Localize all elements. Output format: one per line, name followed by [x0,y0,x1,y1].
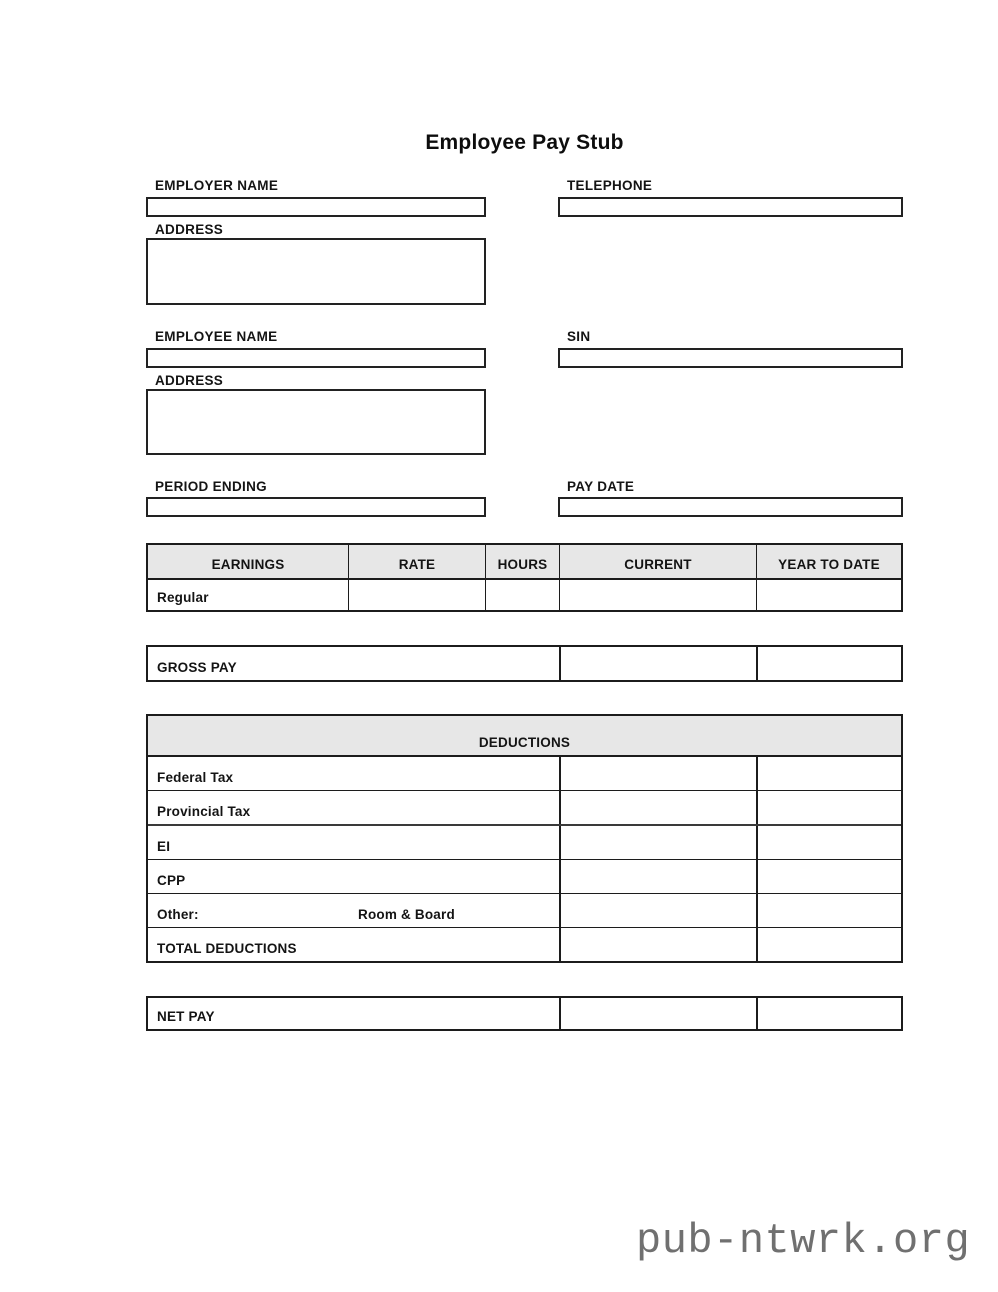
deductions-table [146,714,903,963]
deduction-row-total [148,927,901,961]
earnings-rate-cell[interactable] [348,580,485,610]
deduction-ytd-cell[interactable] [756,894,901,927]
period-ending-label: PERIOD ENDING [155,479,267,494]
deduction-label: EI [157,839,171,854]
deduction-row-federal-tax [148,756,901,790]
page-title: Employee Pay Stub [425,131,624,154]
gross-pay-row [148,647,901,680]
net-pay-row [148,998,901,1029]
deduction-current-cell[interactable] [559,894,756,927]
earnings-header-earnings: EARNINGS [211,557,285,572]
employer-name-input[interactable] [146,197,486,217]
employee-address-input[interactable] [146,389,486,455]
earnings-table [146,543,903,612]
pay-date-input[interactable] [558,497,903,517]
earnings-row-label: Regular [157,590,209,605]
earnings-row-regular [148,580,901,610]
deductions-header: DEDUCTIONS [148,716,901,756]
telephone-label: TELEPHONE [567,178,653,193]
employer-address-input[interactable] [146,238,486,305]
gross-pay-ytd-cell[interactable] [756,647,901,680]
sin-input[interactable] [558,348,903,368]
deduction-ytd-cell[interactable] [756,860,901,893]
deduction-current-cell[interactable] [559,860,756,893]
earnings-ytd-cell[interactable] [756,580,901,610]
net-pay-table [146,996,903,1031]
net-pay-label: NET PAY [157,1009,215,1024]
deduction-ytd-cell[interactable] [756,791,901,824]
deduction-ytd-cell[interactable] [756,826,901,859]
deduction-row-ei [148,824,901,859]
earnings-header-hours: HOURS [485,545,559,578]
earnings-header-year-to-date: YEAR TO DATE [756,545,901,578]
employer-address-label: ADDRESS [155,222,224,237]
other-sublabel: Room & Board [358,907,455,922]
deduction-row-cpp [148,859,901,893]
watermark-text: pub-ntwrk.org [636,1217,971,1265]
other-label: Other: [157,907,199,922]
deduction-label: Provincial Tax [157,804,251,819]
employee-address-label: ADDRESS [155,373,224,388]
employee-name-label: EMPLOYEE NAME [155,329,278,344]
deduction-row-other [148,893,901,927]
pay-date-label: PAY DATE [567,479,635,494]
employer-name-label: EMPLOYER NAME [155,178,279,193]
net-pay-current-cell[interactable] [559,998,756,1029]
telephone-input[interactable] [558,197,903,217]
deduction-label-other [148,894,559,927]
earnings-current-cell[interactable] [559,580,756,610]
gross-pay-label: GROSS PAY [157,660,237,675]
deduction-row-provincial-tax [148,790,901,824]
gross-pay-current-cell[interactable] [559,647,756,680]
deduction-current-cell[interactable] [559,791,756,824]
total-deductions-ytd-cell[interactable] [756,928,901,961]
gross-pay-table [146,645,903,682]
sin-label: SIN [567,329,591,344]
deduction-label: CPP [157,873,186,888]
net-pay-ytd-cell[interactable] [756,998,901,1029]
deduction-current-cell[interactable] [559,826,756,859]
total-deductions-current-cell[interactable] [559,928,756,961]
earnings-header-rate: RATE [348,545,485,578]
period-ending-input[interactable] [146,497,486,517]
earnings-hours-cell[interactable] [485,580,559,610]
earnings-header-current: CURRENT [559,545,756,578]
deduction-ytd-cell[interactable] [756,757,901,790]
deduction-label: Federal Tax [157,770,234,785]
deduction-current-cell[interactable] [559,757,756,790]
total-deductions-label: TOTAL DEDUCTIONS [157,941,297,956]
employee-name-input[interactable] [146,348,486,368]
earnings-header-row [148,545,901,580]
